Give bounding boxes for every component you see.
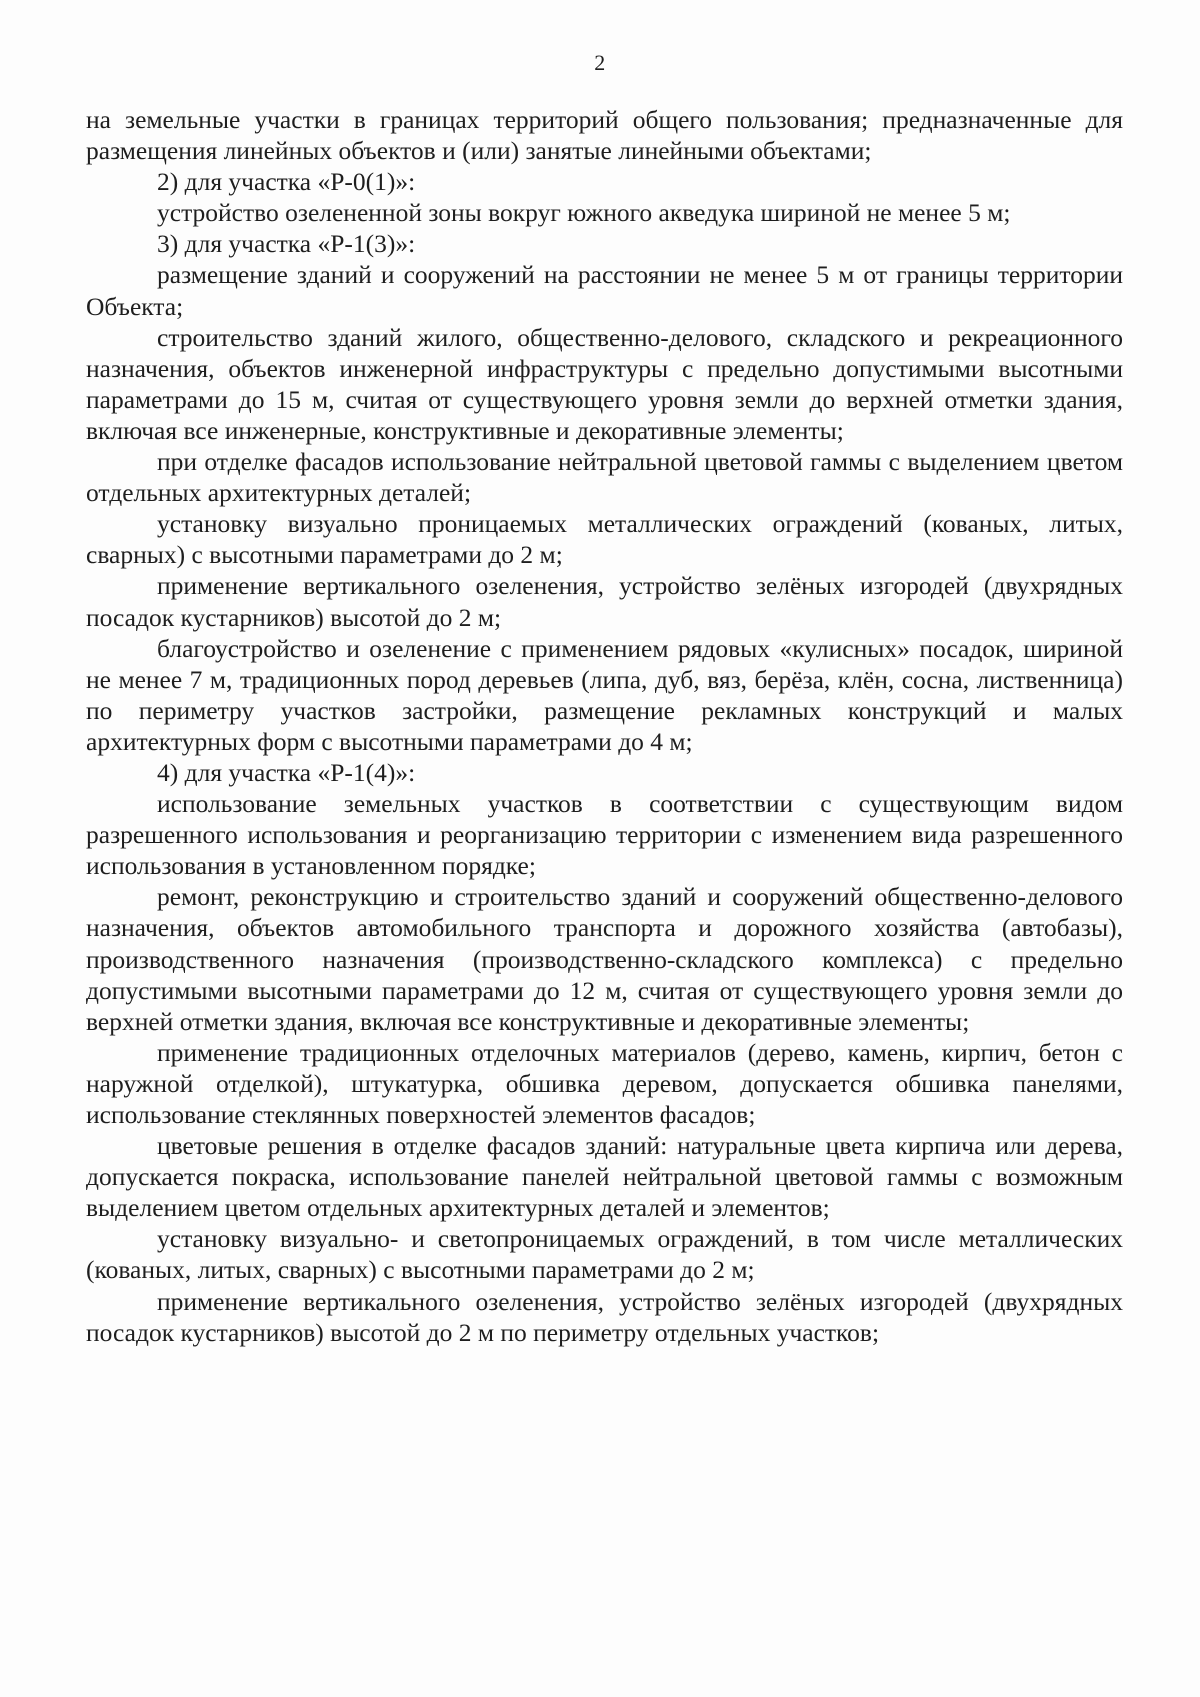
- paragraph: цветовые решения в отделке фасадов зданий: натуральные цвета кирпича или дерева, допускается покраска, использование панелей нейтральной цветовой гаммы с возможным выделением цветом отдельных архитектурных деталей и элементов;: [86, 1131, 1123, 1223]
- paragraph: устройство озелененной зоны вокруг южного акведука шириной не менее 5 м;: [157, 198, 1011, 228]
- paragraph: строительство зданий жилого, общественно-делового, складского и рекреационного назначения, объектов инженерной инфраструктуры с предельно допустимыми высотными параметрами до 15 м, считая от существующего уровня земли до верхней отметки здания, включая все инженерные, конструктивные и декоративные элементы;: [86, 322, 1123, 445]
- paragraph: установку визуально- и светопроницаемых ограждений, в том числе металлических (кованых, литых, сварных) с высотными параметрами до 2 м;: [86, 1224, 1123, 1285]
- paragraph: 3) для участка «Р-1(3)»:: [157, 229, 416, 259]
- paragraph: 4) для участка «Р-1(4)»:: [157, 757, 416, 787]
- paragraph: ремонт, реконструкцию и строительство зданий и сооружений общественно-делового назначения, объектов автомобильного транспорта и дорожного хозяйства (автобазы), производственного назначения (производственно-складского комплекса) с предельно допустимыми высотными параметрами до 12 м, считая от существующего уровня земли до верхней отметки здания, включая все конструктивные и декоративные элементы;: [86, 882, 1123, 1036]
- paragraph: благоустройство и озеленение с применением рядовых «кулисных» посадок, шириной не менее 7 м, традиционных пород деревьев (липа, дуб, вяз, берёза, клён, сосна, лиственница) по периметру участков застройки, размещение рекламных конструкций и малых архитектурных форм с высотными параметрами до 4 м;: [86, 633, 1123, 756]
- paragraph: при отделке фасадов использование нейтральной цветовой гаммы с выделением цветом отдельных архитектурных деталей;: [86, 447, 1123, 508]
- paragraph: применение вертикального озеленения, устройство зелёных изгородей (двухрядных посадок кустарников) высотой до 2 м по периметру отдельных участков;: [86, 1286, 1123, 1347]
- paragraph: применение традиционных отделочных материалов (дерево, камень, кирпич, бетон с наружной отделкой), штукатурка, обшивка деревом, допускается обшивка панелями, использование стеклянных поверхностей элементов фасадов;: [86, 1037, 1123, 1129]
- document-body: [86, 104, 1123, 1348]
- paragraph: размещение зданий и сооружений на расстоянии не менее 5 м от границы территории Объекта;: [86, 260, 1123, 321]
- paragraph: 2) для участка «Р-0(1)»:: [157, 167, 416, 197]
- paragraph: установку визуально проницаемых металлических ограждений (кованых, литых, сварных) с высотными параметрами до 2 м;: [86, 509, 1123, 570]
- page-number: 2: [594, 50, 606, 75]
- paragraph: применение вертикального озеленения, устройство зелёных изгородей (двухрядных посадок кустарников) высотой до 2 м;: [86, 571, 1123, 632]
- paragraph: на земельные участки в границах территорий общего пользования; предназначенные для размещения линейных объектов и (или) занятые линейными объектами;: [86, 105, 1123, 166]
- paragraph: использование земельных участков в соответствии с существующим видом разрешенного использования и реорганизацию территории с изменением вида разрешенного использования в установленном порядке;: [86, 789, 1123, 881]
